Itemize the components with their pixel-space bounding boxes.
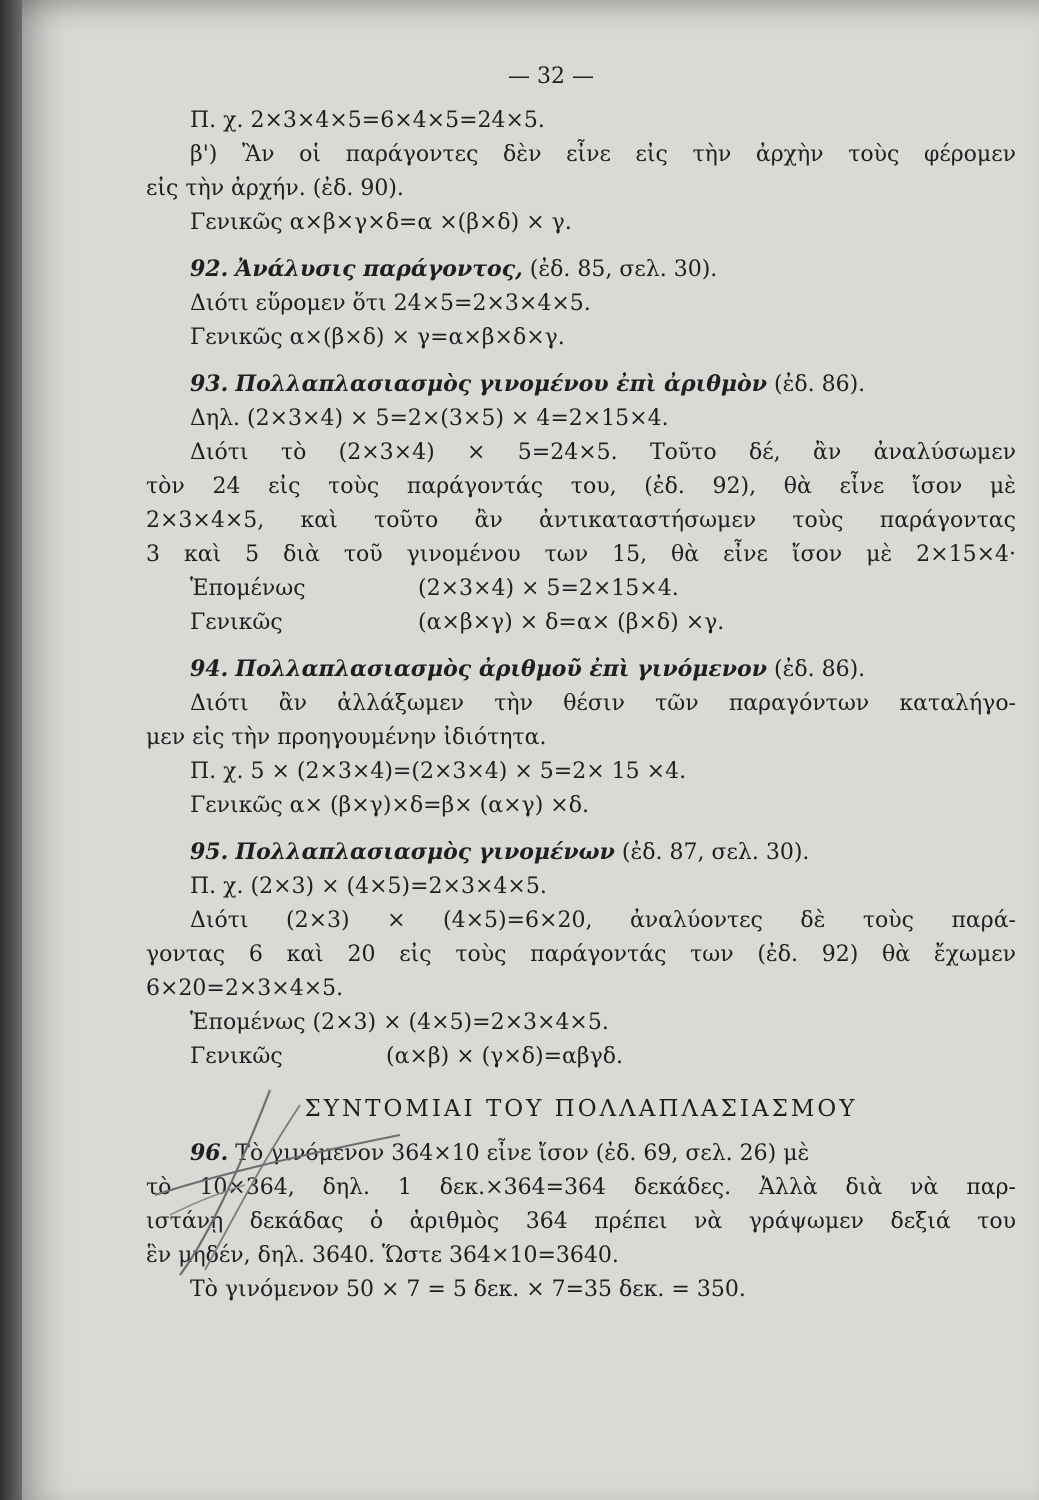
section-number: 93. <box>190 371 229 397</box>
label: Ἑπομένως <box>190 576 306 601</box>
text-line: Π. χ. 2×3×4×5=6×4×5=24×5. <box>190 108 545 133</box>
section-reference: (ἐδ. 85, σελ. 30). <box>529 257 718 282</box>
section-number: 96. <box>190 1140 229 1166</box>
section-93-header <box>146 367 1016 402</box>
text-line: Γενικῶς α×β×γ×δ=α ×(β×δ) × γ. <box>190 210 572 235</box>
text-line: Τὸ γινόμενον 50 × 7 = 5 δεκ. × 7=35 δεκ. = 350. <box>190 1277 746 1302</box>
section-number: 95. <box>190 839 229 865</box>
section-text: Τὸ γινόμενον 364×10 εἶνε ἴσον (ἐδ. 69, σελ. 26) μὲ <box>228 1141 810 1166</box>
text-line: ἓν μηδέν, δηλ. 3640. Ὥστε 364×10=3640. <box>146 1243 619 1268</box>
text-line <box>146 1040 1016 1074</box>
text-line: γοντας 6 καὶ 20 εἰς τοὺς παράγοντάς των (ἐδ. 92) θὰ ἔχωμεν <box>146 942 1016 967</box>
text-line: τὸ 10×364, δηλ. 1 δεκ.×364=364 δεκάδες. Ἀλλὰ διὰ νὰ παρ- <box>146 1175 1016 1200</box>
section-number: 92. <box>190 256 229 282</box>
section-reference: (ἐδ. 86). <box>773 657 866 682</box>
text-line: β') Ἂν οἱ παράγοντες δὲν εἶνε εἰς τὴν ἀρχὴν τοὺς φέρομεν <box>190 142 1016 167</box>
binding-edge <box>0 0 22 1500</box>
text-line: Π. χ. 5 × (2×3×4)=(2×3×4) × 5=2× 15 ×4. <box>190 759 687 784</box>
formula: (α×β) × (γ×δ)=αβγδ. <box>386 1044 623 1069</box>
section-reference: (ἐδ. 87, σελ. 30). <box>621 840 810 865</box>
text-line: τὸν 24 εἰς τοὺς παράγοντάς του, (ἐδ. 92), θὰ εἶνε ἴσον μὲ <box>146 474 1016 499</box>
chapter-heading: ΣΥΝΤΟΜΙΑΙ ΤΟΥ ΠΟΛΛΑΠΛΑΣΙΑΣΜΟΥ <box>304 1096 858 1122</box>
label: Γενικῶς <box>190 1044 283 1069</box>
text-line: Π. χ. (2×3) × (4×5)=2×3×4×5. <box>190 874 547 899</box>
section-title: Πολλαπλασιασμὸς γινομένου ἐπὶ ἀριθμὸν <box>235 371 767 397</box>
text-line: Ἑπομένως (2×3) × (4×5)=2×3×4×5. <box>190 1010 609 1035</box>
text-line: Διότι ἂν ἀλλάξωμεν τὴν θέσιν τῶν παραγόντων καταλήγο- <box>190 691 1016 716</box>
text-line: εἰς τὴν ἀρχήν. (ἐδ. 90). <box>146 176 404 201</box>
text-line <box>146 572 1016 606</box>
handwritten-signature <box>150 1085 410 1285</box>
section-94-header <box>146 652 1016 687</box>
text-line: Γενικῶς α× (β×γ)×δ=β× (α×γ) ×δ. <box>190 793 589 818</box>
section-title: Πολλαπλασιασμὸς ἀριθμοῦ ἐπὶ γινόμενον <box>235 656 767 682</box>
section-title: Ἀνάλυσις παράγοντος, <box>235 256 523 282</box>
formula: (2×3×4) × 5=2×15×4. <box>418 576 679 601</box>
text-line: ιστάνῃ δεκάδας ὁ ἀριθμὸς 364 πρέπει νὰ γράψωμεν δεξιά του <box>146 1209 1016 1234</box>
text-line: μεν εἰς τὴν προηγουμένην ἰδιότητα. <box>146 725 547 750</box>
page-number: — 32 — <box>508 64 594 89</box>
text-line: 6×20=2×3×4×5. <box>146 976 344 1001</box>
text-line <box>146 606 1016 640</box>
text-line: Γενικῶς α×(β×δ) × γ=α×β×δ×γ. <box>190 325 565 350</box>
section-reference: (ἐδ. 86). <box>773 372 866 397</box>
section-92-header <box>146 252 1016 287</box>
text-line: Διότι τὸ (2×3×4) × 5=24×5. Τοῦτο δέ, ἂν ἀναλύσωμεν <box>190 440 1016 465</box>
text-line: Δηλ. (2×3×4) × 5=2×(3×5) × 4=2×15×4. <box>190 406 669 431</box>
text-line: 3 καὶ 5 διὰ τοῦ γινομένου των 15, θὰ εἶνε ἴσον μὲ 2×15×4· <box>146 542 1016 567</box>
text-line: 2×3×4×5, καὶ τοῦτο ἂν ἀντικαταστήσωμεν τοὺς παράγοντας <box>146 508 1016 533</box>
text-line: Διότι εὕρομεν ὅτι 24×5=2×3×4×5. <box>190 291 591 316</box>
label: Γενικῶς <box>190 610 283 635</box>
section-number: 94. <box>190 656 229 682</box>
formula: (α×β×γ) × δ=α× (β×δ) ×γ. <box>418 610 725 635</box>
section-title: Πολλαπλασιασμὸς γινομένων <box>235 839 615 865</box>
text-line: Διότι (2×3) × (4×5)=6×20, ἀναλύοντες δὲ τοὺς παρά- <box>190 908 1016 933</box>
section-95-header <box>146 835 1016 870</box>
